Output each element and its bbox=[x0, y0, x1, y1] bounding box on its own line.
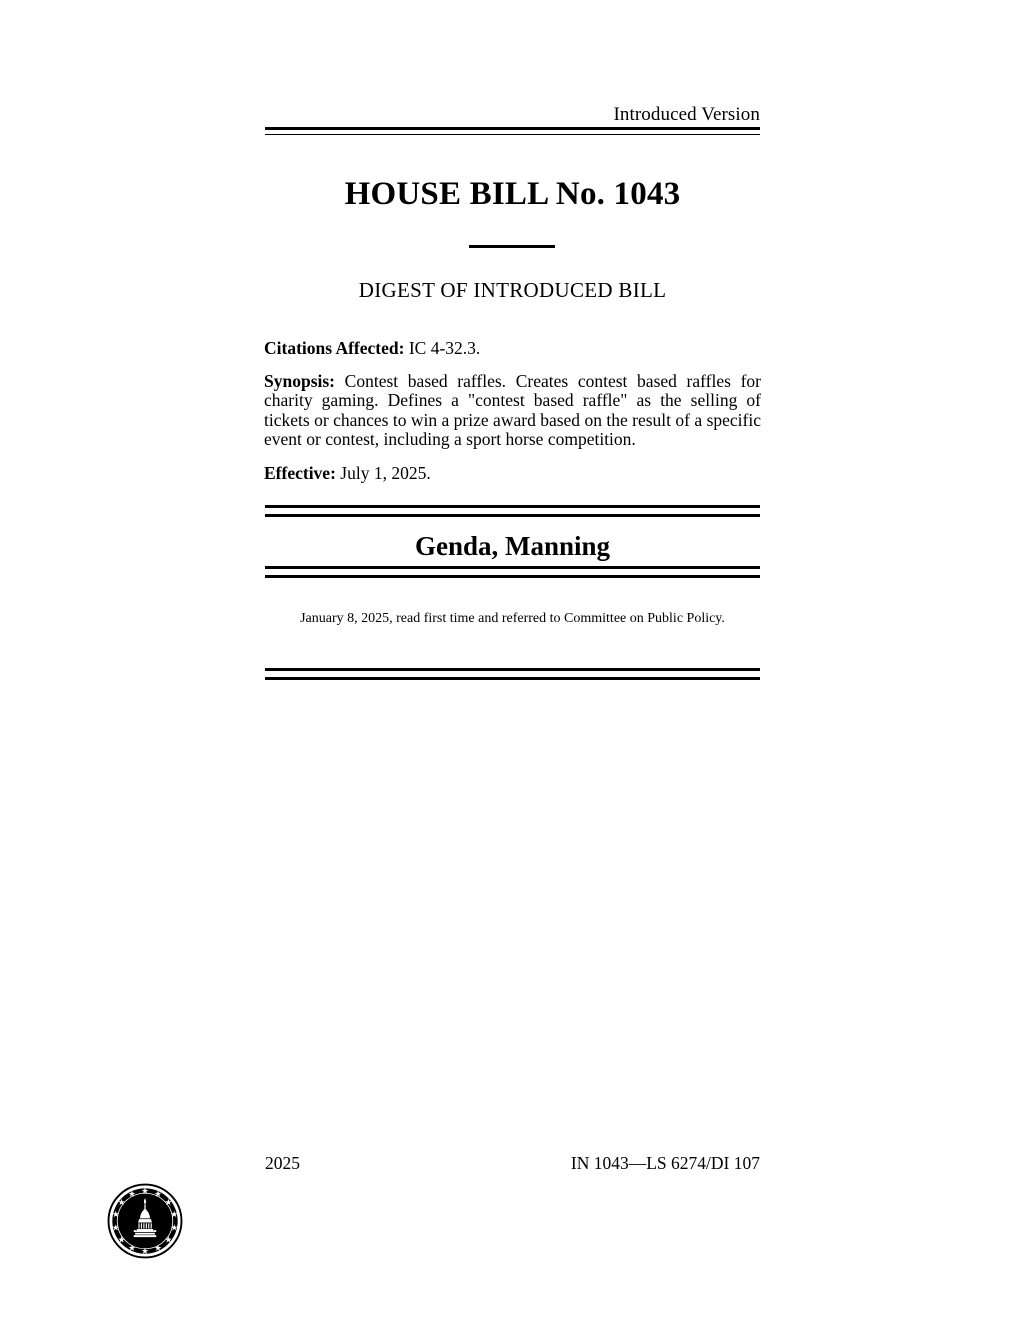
effective-value: July 1, 2025. bbox=[340, 462, 431, 483]
page-title: HOUSE BILL No. 1043 bbox=[344, 176, 681, 212]
synopsis-line bbox=[264, 372, 761, 450]
footer-year: 2025 bbox=[265, 1153, 300, 1173]
masthead bbox=[265, 104, 760, 135]
legislative-action-line: January 8, 2025, read first time and referred to Committee on Public Policy. bbox=[300, 611, 725, 626]
rule-thick bbox=[265, 677, 760, 680]
footer-reference: IN 1043—LS 6274/DI 107 bbox=[570, 1153, 760, 1173]
synopsis-value: Contest based raffles. Creates contest based raffles for charity gaming. Defines a "contest based raffle" as the selling of tickets or chances to win a prize award based on the result of a specific event or contest, including a sport horse competition. bbox=[264, 370, 761, 449]
author-rule-top bbox=[265, 505, 760, 517]
title-divider bbox=[469, 245, 555, 248]
synopsis-label: Synopsis: bbox=[264, 370, 336, 391]
effective-label: Effective: bbox=[264, 462, 336, 483]
rule-thin bbox=[265, 134, 760, 135]
indiana-state-seal-icon bbox=[107, 1183, 183, 1259]
rule-thick bbox=[265, 127, 760, 130]
digest-heading: DIGEST OF INTRODUCED BILL bbox=[358, 278, 667, 302]
closing-rule bbox=[265, 668, 760, 680]
citations-affected-label: Citations Affected: bbox=[264, 338, 405, 358]
effective-line bbox=[264, 464, 761, 484]
rule-thick bbox=[265, 575, 760, 578]
page-footer bbox=[265, 1152, 760, 1174]
masthead-rule bbox=[265, 127, 760, 135]
version-label: Introduced Version bbox=[613, 104, 760, 125]
author-names: Genda, Manning bbox=[414, 531, 611, 561]
citations-affected-line bbox=[264, 339, 761, 359]
citations-affected-value: IC 4-32.3. bbox=[408, 338, 481, 358]
author-block bbox=[265, 505, 760, 578]
author-rule-bottom bbox=[265, 566, 760, 578]
digest-fields bbox=[264, 339, 761, 496]
